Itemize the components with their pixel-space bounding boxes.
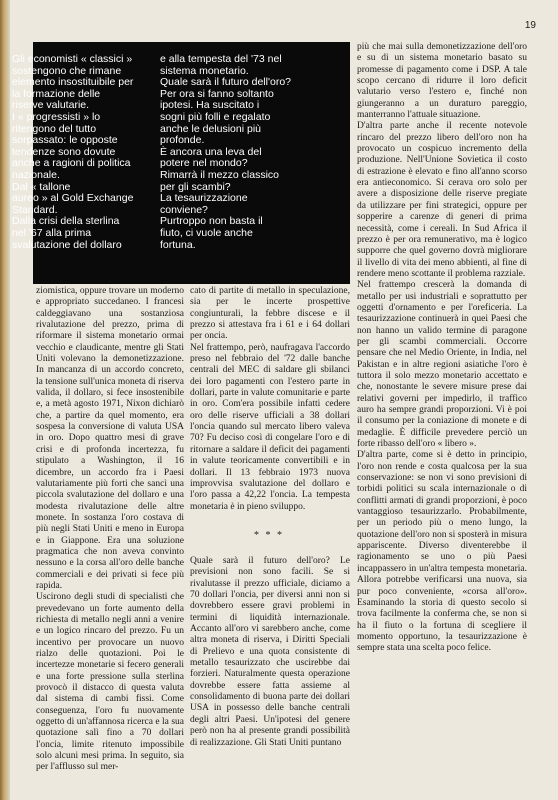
callout-right-text: e alla tempesta del '73 nel sistema monetario. Quale sarà il futuro dell'oro? Per ora si fanno soltanto ipotesi. Ha suscitato i sogni più folli e regalato anche le delusioni più profonde. È ancora una leva del potere nel mondo? Rimarrà il mezzo classico per gli scambi? La tesaurizzazione conviene? Purtroppo non basta il fiuto, ci vuole anche fortuna.	[160, 53, 291, 251]
article-column-1: ziomistica, oppure trovare un moderno e appropriato succedaneo. I francesi caldeggiavano una sostanziosa rivalutazione del prezzo, prima di riformare il sistema monetario ormai vecchio e claudicante, mentre gli Stati Uniti volevano la demonetizzazione. In mancanza di un accordo concreto, la tensione sull'unica moneta di riserva valida, il dollaro, si fece insostenibile e, a metà agosto 1971, Nixon dichiarò che, a partire da quel momento, era sospesa la conversione di valuta USA in oro. Dopo quattro mesi di grave crisi e di profonda incertezza, fu stipulato a Washington, il 16 dicembre, un accordo fra i Paesi valutariamente più forti che sancì una piccola svalutazione del dollaro e una modesta rivalutazione delle altre monete. In sostanza l'oro costava di più negli Stati Uniti e meno in Europa e in Giappone. Era una soluzione pragmatica che non aveva convinto nessuno e la corsa all'oro delle banche commerciali e dei privati si fece più rapida. Uscirono degli studi di specialisti che prevedevano un forte aumento della richiesta di metallo negli anni a venire e un logico rincaro del prezzo. Fu un incentivo per provocare un nuovo rialzo delle quotazioni. Poi le incertezze monetarie si fecero generali e una forte pressione sulla sterlina provocò il distacco di questa valuta dal sistema di cambi fissi. Come conseguenza, l'oro fu nuovamente oggetto di un'affannosa ricerca e la sua quotazione salì fino a 70 dollari l'oncia, limite ritenuto impossibile solo alcuni mesi prima. In seguito, sia per l'afflusso sul mer-	[36, 286, 184, 773]
article-column-3: più che mai sulla demonetizzazione dell'oro e su di un sistema monetario basato su promesse di pagamento come i DSP. A tale scopo cercano di ridurre il loro deficit valutario verso l'estero e, finché non giungeranno a un duraturo pareggio, manterranno l'attuale situazione. D'altra parte anche il recente notevole rincaro del prezzo libero dell'oro non ha provocato un cospicuo incremento della produzione. Nell'Unione Sovietica il costo di estrazione è elevato e fino all'anno scorso era antieconomico. Si cerava oro solo per avere a disposizione delle riserve pregiate da utilizzare per fini strategici, oppure per sopperire a carenze di generi di prima necessità, come i cereali. In Sud Africa il prezzo è per ora remunerativo, ma è logico supporre che quel governo dovrà migliorare il livello di vita dei meno abbienti, al fine di rendere meno scottante il problema razziale. Nel frattempo crescerà la domanda di metallo per usi industriali e soprattutto per oggetti d'ornamento e per l'oreficeria. La tesaurizzazione continuerà in quei Paesi che non hanno un valido termine di paragone per gli scambi commerciali. Occorre pensare che nel Medio Oriente, in India, nel Pakistan e in altre regioni asiatiche l'oro è tuttora il solo mezzo monetario accettato e che, nonostante le severe misure prese dai relativi governi per impedirlo, il traffico auro ha sempre grandi proporzioni. Vi è poi il consumo per la coniazione di monete e di medaglie. È difficile prevedere perciò un forte ribasso dell'oro « libero ». D'altra parte, come si è detto in principio, l'oro non rende e costa qualcosa per la sua conservazione: se non vi sono previsioni di torbidi politici su scala internazionale o di conflitti armati di grandi proporzioni, è poco vantaggioso tesaurizzarlo. Probabilmente, per un periodo più o meno lungo, la quotazione dell'oro non si sposterà in misura appariscente. Diverso diventerebbe il ragionamento se uno o più Paesi incappassero in un'altra tempesta monetaria. Allora potrebbe verificarsi una nuova, sia pur poco conveniente, «corsa all'oro». Esaminando la storia di questo secolo si trova facilmente la conferma che, se non si ha il fiuto o la fortuna di scegliere il momento opportuno, la tesaurizzazione è sempre stata una scelta poco felice.	[357, 42, 527, 654]
section-separator: * * *	[254, 530, 284, 541]
page-binding-edge	[0, 0, 10, 800]
page-number: 19	[524, 20, 536, 31]
article-column-2: cato di partite di metallo in speculazione, sia per le incerte prospettive congiunturali, la febbre discese e il prezzo si attestava fra i 61 e i 64 dollari per oncia. Nel frattempo, però, naufragava l'accordo preso nel febbraio del '72 dalle banche centrali del MEC di saldare gli sbilanci dei loro pagamenti con l'estero parte in dollari, parte in valute comunitarie e parte in oro. Com'era possibile infatti cedere oro delle riserve ufficiali a 38 dollari l'oncia quando sul mercato libero valeva 70? Fu deciso così di congelare l'oro e di ritornare a saldare il deficit dei pagamenti in valute teoricamente convertibili e in dollari. Il 13 febbraio 1973 nuova improvvisa svalutazione del dollaro e l'oro passa a 42,22 l'oncia. La tempesta monetaria è in pieno sviluppo.	[190, 286, 350, 512]
callout-left-text: Gli economisti « classici » sostengono che rimane elemento insostituibile per la formazione delle riserve valutarie. I « progressisti » lo ritengono del tutto sorpassato: le opposte tendenze sono dovute anche a ragioni di politica nazionale. Dal « tallone aureo » al Gold Exchange Standard. Dalla crisi della sterlina nel '67 alla prima svalutazione del dollaro	[12, 53, 134, 251]
article-column-2-continued: Quale sarà il futuro dell'oro? Le previsioni non sono facili. Se si rivalutasse il prezzo ufficiale, diciamo a 70 dollari l'oncia, per diversi anni non si dovrebbero essere gravi problemi in termini di liquidità internazionale. Accanto all'oro vi sarebbero anche, come altra moneta di riserva, i Diritti Speciali di Prelievo e una quota consistente di metallo tesaurizzato che uscirebbe dai forzieri. Naturalmente questa operazione dovrebbe essere fatta assieme al consolidamento di buona parte dei dollari USA in possesso delle banche centrali degli altri Paesi. Un'ipotesi del genere però non ha al presente grandi possibilità di realizzazione. Gli Stati Uniti puntano	[190, 556, 350, 748]
